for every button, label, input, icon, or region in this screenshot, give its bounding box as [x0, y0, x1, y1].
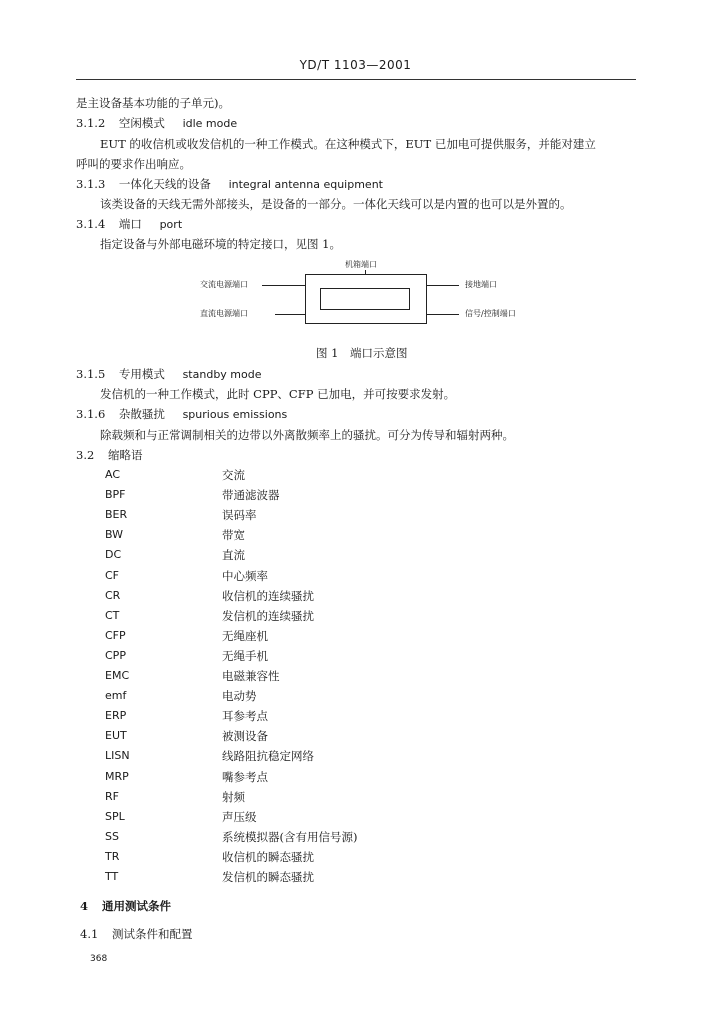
abbreviation-definition: 射频: [222, 790, 245, 804]
term-en: spurious emissions: [182, 408, 288, 421]
paragraph: 该类设备的天线无需外部接头，是设备的一部分。一体化天线可以是内置的也可以是外置的。: [100, 197, 572, 211]
term-zh: 端口: [118, 217, 142, 231]
term-en: port: [159, 218, 183, 231]
section-4-heading: [80, 899, 171, 913]
section-title: 通用测试条件: [102, 899, 172, 913]
figure-label-ground-port: 接地端口: [465, 280, 497, 289]
abbreviation-term: EMC: [105, 669, 130, 682]
abbreviation-term: emf: [105, 689, 127, 702]
abbreviation-definition: 收信机的连续骚扰: [222, 589, 314, 603]
abbreviation-term: TR: [105, 850, 120, 863]
figure-connector: [262, 285, 305, 286]
abbreviation-definition: 无绳座机: [222, 629, 268, 643]
abbreviation-term: BPF: [105, 488, 126, 501]
abbreviation-term: BER: [105, 508, 128, 521]
section-3-1-3-heading: [76, 177, 383, 192]
abbreviation-definition: 被测设备: [222, 729, 268, 743]
figure-connector: [427, 314, 459, 315]
abbreviation-term: CPP: [105, 649, 126, 662]
abbreviation-definition: 误码率: [222, 508, 257, 522]
section-4-1-heading: [80, 927, 192, 941]
page-header: YD/T 1103—2001: [299, 58, 412, 72]
abbreviation-definition: 线路阻抗稳定网络: [222, 749, 314, 763]
abbreviation-definition: 电磁兼容性: [222, 669, 280, 683]
paragraph: 呼叫的要求作出响应。: [76, 157, 191, 171]
abbreviation-definition: 无绳手机: [222, 649, 268, 663]
section-title: 缩略语: [107, 448, 143, 462]
section-3-1-4-heading: [76, 217, 182, 232]
term-zh: 杂散骚扰: [118, 407, 165, 421]
abbreviation-term: ERP: [105, 709, 127, 722]
abbreviation-definition: 系统模拟器(含有用信号源): [222, 830, 358, 844]
page-number: 368: [90, 954, 108, 964]
abbreviation-term: DC: [105, 548, 122, 561]
figure-label-dc-port: 直流电源端口: [200, 309, 248, 318]
section-number: 4.1: [80, 927, 99, 941]
abbreviation-term: SS: [105, 830, 119, 843]
abbreviation-definition: 直流: [222, 548, 245, 562]
abbreviation-term: AC: [105, 468, 121, 481]
abbreviation-definition: 发信机的连续骚扰: [222, 609, 314, 623]
section-number: 3.1.5: [76, 367, 106, 381]
term-zh: 专用模式: [118, 367, 165, 381]
figure-label-ac-port: 交流电源端口: [200, 280, 248, 289]
section-3-1-5-heading: [76, 367, 262, 382]
section-number: 3.1.4: [76, 217, 106, 231]
abbreviation-definition: 带通滤波器: [222, 488, 280, 502]
abbreviation-term: EUT: [105, 729, 127, 742]
section-3-1-2-heading: [76, 116, 237, 131]
figure-equipment-inner: [320, 288, 410, 310]
paragraph: 发信机的一种工作模式，此时 CPP、CFP 已加电，并可按要求发射。: [100, 387, 456, 401]
term-en: standby mode: [182, 368, 262, 381]
section-number: 3.1.6: [76, 407, 106, 421]
section-3-1-6-heading: [76, 407, 287, 422]
abbreviation-term: BW: [105, 528, 124, 541]
abbreviation-term: LISN: [105, 749, 130, 762]
abbreviation-term: MRP: [105, 770, 129, 783]
figure-label-enclosure-port: 机箱端口: [345, 260, 377, 269]
term-zh: 一体化天线的设备: [118, 177, 211, 191]
abbreviation-definition: 电动势: [222, 689, 257, 703]
section-number: 4: [80, 899, 89, 913]
figure-caption: 图 1 端口示意图: [316, 346, 408, 360]
paragraph: EUT 的收信机或收发信机的一种工作模式。在这种模式下，EUT 已加电可提供服务，并能对建立: [100, 137, 596, 151]
header-rule: [76, 79, 636, 80]
abbreviation-term: CT: [105, 609, 120, 622]
abbreviation-definition: 带宽: [222, 528, 245, 542]
abbreviation-term: CF: [105, 569, 120, 582]
abbreviation-term: CFP: [105, 629, 126, 642]
section-number: 3.1.3: [76, 177, 106, 191]
abbreviation-term: RF: [105, 790, 119, 803]
abbreviation-definition: 嘴参考点: [222, 770, 268, 784]
abbreviation-definition: 耳参考点: [222, 709, 268, 723]
paragraph: 指定设备与外部电磁环境的特定接口，见图 1。: [100, 237, 341, 251]
section-number: 3.1.2: [76, 116, 106, 130]
abbreviation-definition: 发信机的瞬态骚扰: [222, 870, 314, 884]
term-zh: 空闲模式: [118, 116, 165, 130]
section-3-2-heading: [76, 448, 142, 462]
figure-connector: [275, 314, 305, 315]
section-title: 测试条件和配置: [111, 927, 193, 941]
abbreviation-term: TT: [105, 870, 119, 883]
abbreviation-definition: 收信机的瞬态骚扰: [222, 850, 314, 864]
term-en: idle mode: [182, 117, 238, 130]
abbreviation-term: CR: [105, 589, 121, 602]
abbreviation-definition: 交流: [222, 468, 245, 482]
abbreviation-definition: 声压级: [222, 810, 257, 824]
paragraph: 除载频和与正常调制相关的边带以外离散频率上的骚扰。可分为传导和辐射两种。: [100, 428, 514, 442]
abbreviation-definition: 中心频率: [222, 569, 268, 583]
figure-connector: [427, 285, 459, 286]
figure-label-signal-port: 信号/控制端口: [465, 309, 516, 318]
term-en: integral antenna equipment: [228, 178, 383, 191]
abbreviation-term: SPL: [105, 810, 125, 823]
continuation-text: 是主设备基本功能的子单元)。: [76, 96, 230, 110]
section-number: 3.2: [76, 448, 95, 462]
